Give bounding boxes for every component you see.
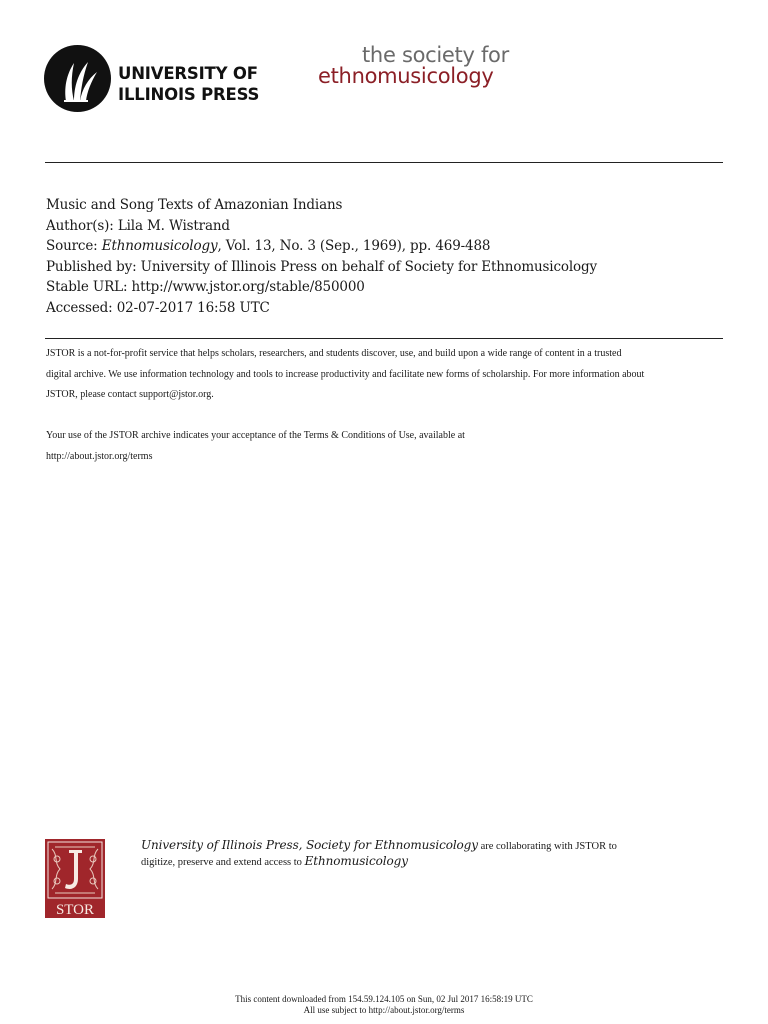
society-for-ethnomusicology-logo [318, 45, 548, 95]
middle-divider [45, 338, 723, 339]
source-details: , Vol. 13, No. 3 (Sep., 1969), pp. 469-488 [217, 238, 491, 255]
citation-block [46, 195, 736, 319]
terms-notice-line1: Your use of the JSTOR archive indicates your acceptance of the Terms & Conditions of Use, available at [46, 430, 465, 441]
published-line [46, 257, 736, 278]
feather-leaf-icon [44, 45, 111, 112]
jstor-notice-line3: JSTOR, please contact support@jstor.org. [46, 389, 214, 400]
terms-notice [46, 426, 736, 467]
jstor-notice [46, 344, 736, 406]
jstor-notice-line2: digital archive. We use information technology and tools to increase productivity and facilitate new forms of scholarship. For more information about [46, 368, 645, 380]
jstor-notice-line1: JSTOR is a not-for-profit service that helps scholars, researchers, and students discover, use, and build upon a wide range of content in a trusted [46, 348, 622, 359]
publisher-name-line2: ILLINOIS PRESS [118, 85, 260, 104]
accessed-label: Accessed: [46, 299, 113, 316]
stable-url-line [46, 277, 736, 298]
stable-url-link[interactable]: http://www.jstor.org/stable/850000 [131, 279, 365, 296]
top-divider [45, 162, 723, 163]
published-value: University of Illinois Press on behalf of Society for Ethnomusicology [140, 258, 597, 275]
society-logo-line2: ethnomusicology [318, 64, 494, 88]
collaboration-line1 [141, 838, 701, 854]
download-footer [0, 994, 768, 1015]
published-label: Published by: [46, 258, 137, 275]
source-journal: Ethnomusicology [101, 238, 218, 255]
collaboration-journal: Ethnomusicology [304, 854, 408, 868]
author-line [46, 216, 736, 237]
author-label: Author(s): [46, 217, 114, 234]
source-line [46, 236, 736, 257]
collaboration-text1: are collaborating with JSTOR to [477, 841, 617, 852]
author-name: Lila M. Wistrand [117, 217, 230, 234]
university-of-illinois-press-logo [44, 45, 274, 115]
collaborating-orgs: University of Illinois Press, Society for Ethnomusicology [141, 838, 478, 852]
jstor-logo-text: STOR [55, 902, 95, 918]
accessed-value: 02-07-2017 16:58 UTC [116, 299, 270, 316]
source-label: Source: [46, 238, 98, 255]
jstor-logo [45, 839, 105, 918]
collaboration-statement [141, 838, 701, 870]
footer-line1: This content downloaded from 154.59.124.105 on Sun, 02 Jul 2017 16:58:19 UTC [235, 994, 533, 1004]
terms-link[interactable]: http://about.jstor.org/terms [46, 450, 153, 462]
footer-line2: All use subject to http://about.jstor.org/terms [303, 1004, 465, 1015]
publisher-name-line1: UNIVERSITY OF [118, 64, 258, 83]
collaboration-line2 [141, 854, 701, 870]
stable-url-label: Stable URL: [46, 279, 128, 296]
collaboration-text2: digitize, preserve and extend access to [141, 857, 305, 868]
accessed-line [46, 298, 736, 319]
society-logo-line1: the society for [362, 43, 509, 67]
article-title: Music and Song Texts of Amazonian Indians [46, 197, 343, 213]
